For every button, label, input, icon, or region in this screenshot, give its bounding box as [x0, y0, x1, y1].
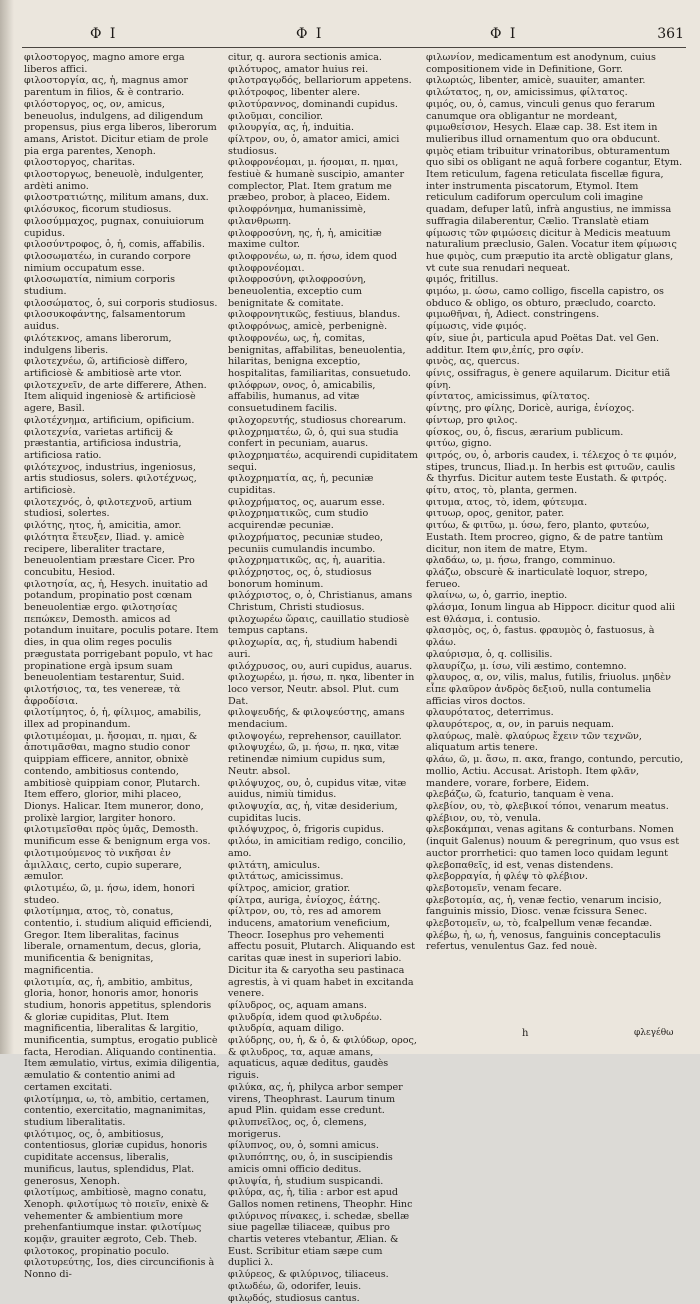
dictionary-entry: φιλόψυχρος, ὁ, frigoris cupidus.	[228, 824, 385, 836]
dictionary-entry: φιλοσώματος, ὁ, sui corporis studiosus.	[24, 297, 218, 309]
dictionary-entry: φλασμὸς, ος, ὁ, fastus. φραυμὸς ὁ, fastuosus, à φλάω.	[426, 625, 655, 649]
dictionary-entry: φιλοφρονέομαι, μ. ήσομαι, π. ημαι, festiuè & humanè suscipio, amanter complector, Plat. Item gratum me præbeo, probor, à placeo, Eidem.	[228, 157, 405, 204]
dictionary-entry: φιλοτραγῳδός, bellariorum appetens.	[228, 75, 412, 87]
column-left	[24, 52, 220, 1281]
dictionary-entry: φιμωθῆναι, ἡ, Adiect. constringens.	[426, 309, 600, 321]
dictionary-entry: φιλωνίον, medicamentum est anodynum, cuius compositionem vide in Definitione, Gorr.	[426, 52, 656, 75]
dictionary-entry: φιλοφρονέω, ως, ἡ, comitas, benignitas, affabilitas, beneuolentia, hilaritas, benigna exceptio, hospitalitas, familiaritas, consuetudo.	[228, 332, 411, 379]
running-head-right: Φ Ι	[490, 26, 518, 42]
dictionary-entry: φλάσμα, Ionum lingua ab Hippocr. dicitur quod alii est θλάσμα, i. contusio.	[426, 602, 676, 625]
dictionary-entry: φιλοχρήματος, ος, auarum esse.	[228, 496, 385, 508]
dictionary-entry: φιλόφρων, ονος, ὁ, amicabilis, affabilis, humanus, ad vitæ consuetudinem facilis.	[228, 379, 376, 415]
dictionary-entry: φιλοτεχνέω, ῶ, artificiosè differo, artificiosè & ambitiosè arte vtor. φιλοτεχνεῖν, de arte differere, Athen. Item aliquid ingeniosè & artificiosè agere, Basil.	[24, 356, 207, 415]
dictionary-entry: φιλότιμος, ος, ὁ, ambitiosus, contentiosus, gloriæ cupidus, honoris cupiditate accensus, liberalis, munificus, lautus, splendidus, Plat. generosus, Xenoph.	[24, 1128, 208, 1187]
dictionary-entry: φιλοσωματέω, in curando corpore nimium occupatum esse.	[24, 250, 191, 274]
dictionary-entry: φλαίνω, ω, ὁ, garrio, ineptio.	[426, 590, 568, 602]
dictionary-entry: φιλωριώς, libenter, amicè, suauiter, amanter.	[426, 75, 646, 87]
dictionary-entry: φλέβιον, ου, τὸ, venula.	[426, 812, 541, 824]
dictionary-entry: φιλότεχνος, industrius, ingeniosus, artis studiosus, solers. φιλοτέχνως, artificiosè.	[24, 461, 197, 497]
dictionary-entry: φιλοτίμημα, ατος, τὸ, conatus, contentio, i. studium aliquid efficiendi, Gregor. Item liberalitas, facinus liberale, ornamentum, decus, gloria, munificentia & benignitas, magnificentia.	[24, 906, 213, 976]
dictionary-entry: φιλτάτη, amiculus.	[228, 859, 321, 871]
dictionary-entry: φιλόστοργος, ος, ον, amicus, beneuolus, indulgens, ad diligendum propensus, pius erga liberos, liberorum amans, Aristot. Dicitur etiam de prole pia erga parentes, Xenoph. φιλοστοργος, charitas.	[24, 98, 217, 169]
dictionary-entry: φιλυπνεῖλος, ος, ὁ, clemens, morigerus.	[228, 1116, 367, 1140]
dictionary-entry: φιλοχωρία, ας, ἡ, studium habendi auri.	[228, 637, 398, 660]
dictionary-entry: φλαυρότατος, deterrimus.	[426, 707, 554, 719]
dictionary-entry: φιλοχρηματικῶς, ας, ἡ, auaritia.	[228, 555, 386, 567]
dictionary-entry: φίλτρος, amicior, gratior.	[228, 882, 351, 894]
dictionary-entry: φλέβω, ἡ, ω, ἡ, venosus, fanguinis conceptaculis refertus, venulentus Gaz. fed nouè.	[426, 929, 661, 953]
dictionary-entry: φιτυμα, ατος, τὸ, idem, φύτευμα.	[426, 496, 588, 508]
dictionary-entry: φιλοτιμέομαι, μ. ἤσομαι, π. ημαι, & ἀποτιμᾶσθαι, magno studio conor quippiam efficere, annitor, obnixè contendo, ambitiosus contendo, ambitiosè quippiam conor, Plutarch. Item effero, glorior, mihi placeo, Dionys. Halicar. Item muneror, dono, prolixè largior, largiter honoro. φιλοτιμεῖσθαι πρὸς ὑμᾶς, Demosth. munificum esse & benignum erga vos.	[24, 730, 211, 848]
dictionary-entry: φιλοτέχνημα, artificium, opificium.	[24, 414, 195, 426]
dictionary-entry: φιλτάτως, amicissimus.	[228, 871, 344, 883]
dictionary-entry: φίλυδρος, ος, aquam amans.	[228, 999, 367, 1011]
dictionary-entry: φίλτρον, ου, ὁ, amator amici, amici studiosus.	[228, 133, 400, 157]
dictionary-entry: φλάω, ῶ, μ. ἄσω, π. ακα, frango, contundo, percutio, mollio, Actiu. Accusat. Aristoph. Item φλᾶν, mandere, vorare, forbere, Eidem.	[426, 754, 684, 789]
dictionary-entry: φλεβοκάμπαι, venas agitans & conturbans. Nomen (inquit Galenus) nouum & peregrinum, quo vsus est auctor prorrhetici: quo tamen loco quidam legunt φλεβοπαθεῖς, id est, venas distendens.	[426, 824, 680, 871]
dictionary-entry: φιτύω, & φιτῦω, μ. ύσω, fero, planto, φυτεύω, Eustath. Item procreo, gigno, & de patre tantùm dicitur, non item de matre, Etym.	[426, 520, 664, 555]
dictionary-entry: φινὸς, ας, quercus.	[426, 356, 520, 368]
dictionary-entry: φιτυωρ, ορος, genitor, pater.	[426, 508, 565, 520]
dictionary-entry: φιλυπόπτης, ου, ὁ, in suscipiendis amicis omni officio deditus.	[228, 1152, 393, 1175]
dictionary-entry: φιλόψυχος, ου, ὁ, cupidus vitæ, vitæ auidus, nimiù timidus.	[228, 777, 407, 801]
signature-mark: h	[522, 1028, 529, 1039]
dictionary-entry: φιλοφρονέω, ω, π. ήσω, idem quod φιλοφρονέομαι.	[228, 250, 398, 274]
dictionary-entry: φιλοχρηματικῶς, cum studio acquirendæ pecuniæ.	[228, 508, 369, 532]
dictionary-entry: φιτύω, gigno.	[426, 438, 492, 450]
dictionary-entry: φιλοχορευτής, studiosus chorearum.	[228, 414, 407, 426]
dictionary-entry: φιλοῦμαι, concilior.	[228, 110, 324, 122]
dictionary-entry: φίσκος, ου, ὁ, fiscus, ærarium publicum.	[426, 426, 624, 438]
dictionary-entry: φιλυδρία, idem quod φιλυδρέω.	[228, 1011, 383, 1023]
dictionary-entry: φιλοτεχνός, ὁ, φιλοτεχνοῦ, artium studiosi, solertes.	[24, 496, 192, 520]
dictionary-entry: φίτυ, ατος, τὸ, planta, germen.	[426, 485, 578, 497]
dictionary-entry: φιλυψία, ἡ, studium suspicandi.	[228, 1175, 384, 1187]
dictionary-entry: φιλοστρατιώτης, militum amans, dux.	[24, 192, 209, 204]
dictionary-entry: φλεβίον, ου, τὸ, φλεβικοί τόποι, venarum meatus.	[426, 801, 669, 812]
dictionary-entry: φλεβοτομεῖν, venam fecare.	[426, 882, 562, 894]
catchword: φλεγέθω	[634, 1028, 674, 1038]
dictionary-entry: φλαυρίζω, μ. ίσω, vili æstimo, contemno.	[426, 660, 627, 672]
dictionary-entry: φιλοχρηματέω, acquirendi cupiditatem sequi.	[228, 449, 418, 473]
dictionary-entry: φιλοψευδής, & φιλοψεύστης, amans mendacium.	[228, 707, 405, 731]
dictionary-entry: φιλόχριστος, ο, ὁ, Christianus, amans Christum, Christi studiosus.	[228, 590, 413, 614]
dictionary-entry: φιλοφρόνως, amicè, perbenignè.	[228, 321, 388, 333]
dictionary-entry: φιλοτύραννος, dominandi cupidus.	[228, 98, 398, 110]
dictionary-entry: φιλοτοκος, propinatio poculo.	[24, 1245, 170, 1257]
dictionary-entry: φιλοτίμημα, ω, τὸ, ambitio, certamen, contentio, exercitatio, magnanimitas, studium liberalitatis.	[24, 1093, 210, 1128]
dictionary-entry: φλαύρισμα, ὁ, q. collisilis.	[426, 648, 553, 660]
dictionary-entry: φιλοτιμούμενος τὸ νικῆσαι ἐν ἀμιλλαις, certo, cupio superare, æmulor.	[24, 847, 182, 883]
dictionary-entry: φιτρός, ου, ὁ, arboris caudex, i. τέλεχος ὁ τε φιμόν, stipes, truncus, Iliad.μ. In herbis est φιτυῶν, caulis & thyrfus. Dicitur autem teste Eustath. & φιτρός.	[426, 449, 677, 485]
dictionary-entry: φιλοφροσύνη, ης, ἡ, ἡ, amicitiæ maxime cultor.	[228, 227, 382, 251]
dictionary-entry: φιλυδρία, aquam diligo.	[228, 1023, 345, 1035]
dictionary-entry: φίντωρ, pro φιλος.	[426, 414, 518, 426]
dictionary-entry: φιλοχωρέω ὥραις, cauillatio studiosè tempus captans.	[228, 613, 410, 637]
dictionary-entry: φιλοστοργος, magno amore erga liberos affici.	[24, 52, 185, 75]
dictionary-entry: φιλοτησία, ας, ἡ, Hesych. inuitatio ad potandum, propinatio post cœnam beneuolentiæ ergo. φιλοτησίας πεπώκεν, Demosth. amicos ad potandum inuitare, poculis potare. Item dies, in qua olim reges poculis prægustata porrigebant populo, vt hac propinatione ergà ipsum suam beneuolentiam testarentur, Suid.	[24, 578, 219, 684]
dictionary-entry: φιλόω, in amicitiam redigo, concilio, amo.	[228, 836, 406, 859]
dictionary-entry: φλεβορραγία, ἡ φλέψ τὸ φλέβιον.	[426, 871, 588, 883]
dictionary-entry: φιλοτήσιος, τα, tes venereæ, τὰ ἀφροδίσια.	[24, 683, 181, 707]
dictionary-entry: φιλοχρηματέω, ῶ, ὁ, qui sua studia confert in pecuniam, auarus.	[228, 426, 399, 450]
page-number: 361	[657, 26, 684, 42]
column-middle	[228, 52, 418, 1304]
dictionary-entry: φιλοφρόνημα, humanissimè, φιλανθρωπη.	[228, 204, 367, 227]
dictionary-entry: φίλτρον, ου, τὸ, res ad amorem inducens, amatorium veneficium, Theocr. Iosephus pro vehementi affectu posuit, Plutarch. Aliquando est caritas quæ inest in superiori labio. Dicitur ita & caryotha seu pastinaca agrestis, à vi quam habet in excitanda venere.	[228, 906, 415, 1000]
dictionary-entry: φιλοψυχία, ας, ἡ, vitæ desiderium, cupiditas lucis.	[228, 801, 398, 824]
dictionary-entry: φιλόσυκος, ficorum studiosus.	[24, 204, 172, 216]
dictionary-entry: φιλοτυρεύτης, Ios, dies circuncifionis à Nonno di-	[24, 1257, 215, 1281]
dictionary-entry: φιμόω, μ. ώσω, camo colligo, fiscella capistro, os obduco & obligo, os obturo, præcludo, coarcto.	[426, 286, 664, 309]
dictionary-entry: φιλοτίμητος, ὁ, ἡ, φίλιμος, amabilis, illex ad propinandum.	[24, 707, 202, 731]
dictionary-entry: φλεβοτομεῖν, ω, τὸ, fcalpellum venæ fecandæ.	[426, 918, 653, 930]
header-rule	[22, 47, 686, 48]
dictionary-entry: φιλοφροσύνη, φιλοφροσύνη, beneuolentia, exceptio cum benignitate & comitate.	[228, 274, 367, 309]
dictionary-entry: φιλοχρηματία, ας, ἡ, pecuniæ cupiditas.	[228, 473, 374, 497]
dictionary-entry: φιλοχωρέω, μ. ήσω, π. ηκα, libenter in loco versor, Neutr. absol. Plut. cum Dat.	[228, 672, 415, 707]
dictionary-entry: φιλύρεος, & φιλύρινος, tiliaceus.	[228, 1269, 389, 1281]
dictionary-entry: φιλοτιμία, ας, ἡ, ambitio, ambitus, gloria, honor, honoris amor, honoris studium, honoris appetitus, splendoris & gloriæ cupiditas, Plut. Item magnificentia, liberalitas & largitio, munificentia, sumptus, erogatio publicè facta, Herodian. Aliquando continentia. Item æmulatio, virtus, eximia diligentia, æmulatio & contentio animi ad certamen excitati.	[24, 976, 220, 1093]
dictionary-entry: φλάζω, obscurè & inarticulatè loquor, strepo, ferueo.	[426, 566, 648, 590]
dictionary-entry: φιλόχρυσος, ου, auri cupidus, auarus.	[228, 660, 413, 672]
running-head-middle: Φ Ι	[296, 26, 324, 42]
dictionary-entry: φιμός, ου, ὁ, camus, vinculi genus quo ferarum canumque ora obligantur ne mordeant, φιμωθείσιον, Hesych. Elaæ cap. 38. Est item in mulieribus illud ornamentum quo ora obducunt. φιμὸς etiam tribuitur vrinatoribus, obturamentum quo sibi os obligant ne aquâ forbere cogantur, Etym. Item reticulum, fagena reticulata fiscellæ figura, inter instrumenta piscatorum, Etymol. Item reticulum cadiforum operculum coli imagine quadam, defuper latû, infrà angustius, ne immissa suffragia dilaberentur, Cælio. Translatè etiam φίμωσις τῶν φιμώσεις dicitur à Medicis meatuum naturalium præclusio, Galen. Vocatur item φίμωσις hue φιμὸς, cum præputio ita arctè obligatur glans, vt cute sua renudari nequeat.	[426, 98, 683, 274]
dictionary-entry: φλαδάω, ω, μ. ήσω, frango, comminuo.	[426, 555, 616, 567]
dictionary-entry: φίμωσις, vide φιμός.	[426, 321, 527, 333]
dictionary-entry: φιλοχρήματος, pecuniæ studeo, pecuniis cumulandis incumbo.	[228, 531, 384, 555]
dictionary-entry: φιλότυρος, amator huius rei.	[228, 63, 369, 75]
dictionary-entry: φίντατος, amicissimus, φίλτατος.	[426, 391, 591, 403]
dictionary-entry: φιλοσυκοφάντης, falsamentorum auidus.	[24, 309, 186, 333]
dictionary-entry: φίν, siue ῥι, particula apud Poëtas Dat. vel Gen. additur. Item φιν,ἐπίς, pro σφίν.	[426, 332, 660, 356]
dictionary-entry: φιλῳδός, studiosus cantus.	[228, 1292, 360, 1304]
dictionary-entry: φιλοστοργία, ας, ἡ, magnus amor parentum in filios, & è contrario.	[24, 75, 188, 99]
dictionary-entry: φλαυρότερος, α, ον, in paruis nequam.	[426, 719, 614, 731]
dictionary-entry: φιλύκα, ας, ἡ, philyca arbor semper virens, Theophrast. Laurum tinum apud Plin. quidam esse credunt.	[228, 1081, 403, 1117]
column-right	[426, 52, 684, 1032]
dictionary-entry: φιμός, fritillus.	[426, 274, 499, 286]
dictionary-entry: φίνις, ossifragus, è genere aquilarum. Dicitur etiã φίνη.	[426, 367, 671, 391]
dictionary-entry: φλεβάζω, ῶ, fcaturio, tanquam è vena.	[426, 789, 614, 801]
dictionary-entry: φιλοστοργως, beneuolè, indulgenter, ardèti animo.	[24, 169, 204, 192]
dictionary-entry: φλεβοτομία, ας, ἡ, venæ fectio, venarum incisio, fanguinis missio, Diosc. venæ fcissura Senec.	[426, 894, 662, 918]
dictionary-entry: φίλτρα, auriga, ἐνίοχος, ἐάτης.	[228, 894, 381, 906]
dictionary-entry: φιλύρα, ας, ἡ, tilia : arbor est apud Gallos nomen retinens, Theophr. Hinc φιλύρινος πίνακες, i. schedæ, sbellæ siue pagellæ tiliaceæ, quibus pro chartis veteres vtebantur, Ælian. & Eust. Scribitur etiam sæpe cum duplici λ.	[228, 1187, 413, 1269]
dictionary-entry: φιλόχρηστος, ος, ὁ, studiosus bonorum hominum.	[228, 566, 372, 590]
dictionary-entry: φλαυρος, α, ον, vilis, malus, futilis, friuolus. μηδὲν εἶπε φλαῦρον ἀνδρὸς δεξιοῦ, nulla contumelia afficias viros doctos.	[426, 672, 671, 707]
dictionary-entry: φιλοσύντροφος, ὁ, ἡ, comis, affabilis.	[24, 239, 205, 251]
dictionary-entry: φίντης, pro φίλης, Doricè, auriga, ἐνίοχος.	[426, 403, 635, 415]
dictionary-entry: φιλύδρης, ου, ἡ, & ὁ, & φιλύδωρ, ορος, & φιλυδρος, τα, aquæ amans, aquaticus, aquæ deditus, gaudès riguis.	[228, 1035, 417, 1082]
dictionary-entry: φιλοτεχνία, varietas artificij & præstantia, artificiosa industria, artificiosa ratio.	[24, 426, 182, 461]
dictionary-entry: φιλότεκνος, amans liberorum, indulgens liberis.	[24, 332, 172, 356]
dictionary-entry: φιλοφρονητικῶς, festiuus, blandus.	[228, 309, 401, 321]
dictionary-entry: φιλότης, ητος, ἡ, amicitia, amor. φιλότητα ἔτευξεν, Iliad. γ. amicè recipere, liberaliter tractare, beneuolentiam præstare Cicer. Pro concubitu, Hesiod.	[24, 520, 195, 578]
dictionary-entry: φιλωδέω, ῶ, odorifer, leuis.	[228, 1280, 362, 1292]
dictionary-entry: φιλοσύμμαχος, pugnax, conuiuiorum cupidus.	[24, 215, 205, 239]
dictionary-entry: citur, q. aurora sectionis amica.	[228, 52, 382, 63]
running-head-left: Φ Ι	[90, 26, 118, 42]
dictionary-entry: φιλοτιμέω, ῶ, μ. ήσω, idem, honori studeo.	[24, 882, 195, 906]
dictionary-entry: φιλοσωματία, nimium corporis studium.	[24, 274, 176, 298]
dictionary-entry: φίλυπνος, ου, ὁ, somni amicus.	[228, 1140, 379, 1152]
dictionary-entry: φιλοψογέω, reprehensor, cauillator.	[228, 730, 402, 742]
dictionary-entry: φιλότροφος, libenter alere.	[228, 87, 361, 99]
dictionary-entry: φιλουργία, ας, ἡ, induitia.	[228, 122, 355, 134]
dictionary-entry: φιλοψυχέω, ῶ, μ. ήσω, π. ηκα, vitæ retinendæ nimium cupidus sum, Neutr. absol.	[228, 742, 399, 777]
dictionary-entry: φλαύρως, malè. φλαύρως ἔχειν τῶν τεχνῶν, aliquatum artis tenere.	[426, 730, 642, 754]
dictionary-entry: φιλοτίμως, ambitiosè, magno conatu, Xenoph. φιλοτίμως τὸ ποιεῖν, enixè & vehementer & ambientium more prehenfantiumque instar. φιλοτίμως κομᾷν, grauiter ægroto, Ceb. Theb.	[24, 1187, 210, 1246]
dictionary-entry: φιλώτατος, η, ον, amicissimus, φίλτατος.	[426, 87, 628, 99]
